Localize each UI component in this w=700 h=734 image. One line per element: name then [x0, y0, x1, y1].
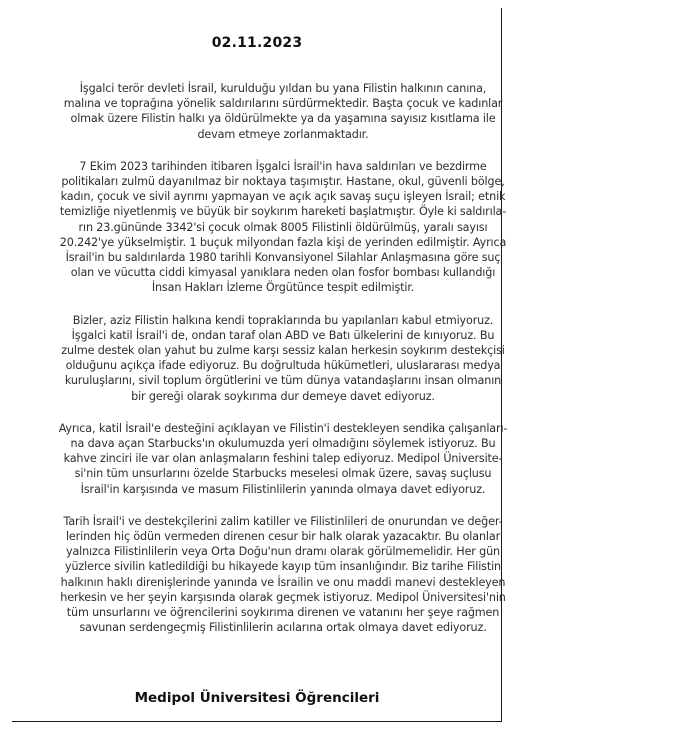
text-line: İsrail'in karşısında ve masum Filistinlilerin yanında olmaya davet ediyoruz. [80, 482, 486, 496]
text-line: yüzlerce sivilin katledildiği bu hikayede kayıp tüm insanlığındır. Biz tarihe Filistin [65, 560, 501, 574]
text-line: rın 23.gününde 3342'si çocuk olmak 8005 Filistinli öldürülmüş, yaralı sayısı [78, 220, 488, 234]
text-line: halkının haklı direnişlerinde yanında ve İsrailin ve onu maddi manevi destekleyen [60, 575, 506, 589]
text-line: Ayrıca, katil İsrail'e desteğini açıklayan ve Filistin'i destekleyen sendika çalışanları- [58, 421, 508, 435]
text-line: 20.242'ye yükselmiştir. 1 buçuk milyondan fazla kişi de yerinden edilmiştir. Ayrıca [59, 235, 507, 249]
text-line: olan ve vücutta ciddi kimyasal yanıklara neden olan fosfor bombası kullandığı [70, 266, 496, 280]
text-line: devam etmeye zorlanmaktadır. [197, 127, 369, 141]
paragraph-5 [54, 514, 512, 636]
text-line: malına ve toprağına yönelik saldırılarını sürdürmektedir. Başta çocuk ve kadınlar [63, 97, 503, 111]
paragraph-2 [54, 159, 512, 296]
text-line: si'nin tüm unsurlarını özelde Starbucks meselesi olmak üzere, savaş suçlusu [74, 467, 492, 481]
text-line: na dava açan Starbucks'ın okulumuzda yeri olmadığını söylemek istiyoruz. Bu [70, 437, 496, 451]
document-signature: Medipol Üniversitesi Öğrencileri [134, 690, 380, 706]
paragraph-4 [54, 421, 512, 497]
text-line: Bizler, aziz Filistin halkına kendi topraklarında bu yapılanları kabul etmiyoruz. [72, 313, 494, 327]
text-line: bir gereği olarak soykırıma dur demeye davet ediyoruz. [131, 389, 435, 403]
text-line: İşgalci katil İsrail'i de, ondan taraf olan ABD ve Batı ülkelerini de kınıyoruz. Bu [71, 328, 495, 342]
text-line: İşgalci terör devleti İsrail, kurulduğu yıldan bu yana Filistin halkının canına, [79, 82, 487, 95]
text-line: İsrail'in bu saldırılarda 1980 tarihli Konvansiyonel Silahlar Anlaşmasına göre suç [65, 251, 501, 265]
text-line: tüm unsurlarını ve öğrencilerini soykırıma direnen ve vatanını her şeye rağmen [66, 606, 500, 620]
text-line: 7 Ekim 2023 tarihinden itibaren İşgalci İsrail'in hava saldırıları ve bezdirme [79, 159, 487, 173]
text-line: yalnızca Filistinlilerin veya Orta Doğu'nun dramı olarak görülmemelidir. Her gün [65, 545, 500, 559]
text-line: lerinden hiç ödün vermeden direnen cesur bir halk olarak yazacaktır. Bu olanlar [65, 530, 501, 544]
paragraph-1 [54, 81, 512, 142]
document-date: 02.11.2023 [211, 35, 303, 51]
text-line: kadın, çocuk ve sivil ayrımı yapmayan ve açık açık savaş suçu işleyen İsrail; etnik [60, 190, 506, 204]
text-line: kahve zinciri ile var olan anlaşmaların feshini talep ediyoruz. Medipol Üniversite- [63, 452, 503, 466]
text-line: savunan serdengeçmiş Filistinlilerin acılarına ortak olmaya davet ediyoruz. [79, 621, 487, 635]
text-line: Tarih İsrail'i ve destekçilerini zalim katiller ve Filistinlileri de onurundan ve değer- [63, 514, 503, 528]
text-line: zulme destek olan yahut bu zulme karşı sessiz kalan herkesin soykırım destekçisi [61, 344, 505, 358]
text-line: politikaları zulmü dayanılmaz bir noktaya taşımıştır. Hastane, okul, güvenli bölge, [61, 175, 505, 189]
text-line: olmak üzere Filistin halkı ya öldürülmekte ya da yaşamına sayısız kısıtlama ile [70, 112, 496, 126]
text-line: olduğunu açıkça ifade ediyoruz. Bu doğrultuda hükümetleri, uluslararası medya [65, 359, 501, 373]
text-line: kuruluşlarını, sivil toplum örgütlerini ve tüm dünya vatandaşlarını insan olmanın [64, 374, 502, 388]
document-body [54, 81, 512, 653]
text-line: herkesin ve her şeyin karşısında olarak geçmek istiyoruz. Medipol Üniversitesi'nin [60, 590, 506, 604]
text-line: İnsan Hakları İzleme Örgütünce tespit edilmiştir. [151, 281, 415, 295]
text-line: temizliğe niyetlenmiş ve büyük bir soykırım hareketi başlatmıştır. Öyle ki saldırıla- [59, 205, 507, 219]
document-page [12, 8, 508, 722]
paragraph-3 [54, 313, 512, 404]
